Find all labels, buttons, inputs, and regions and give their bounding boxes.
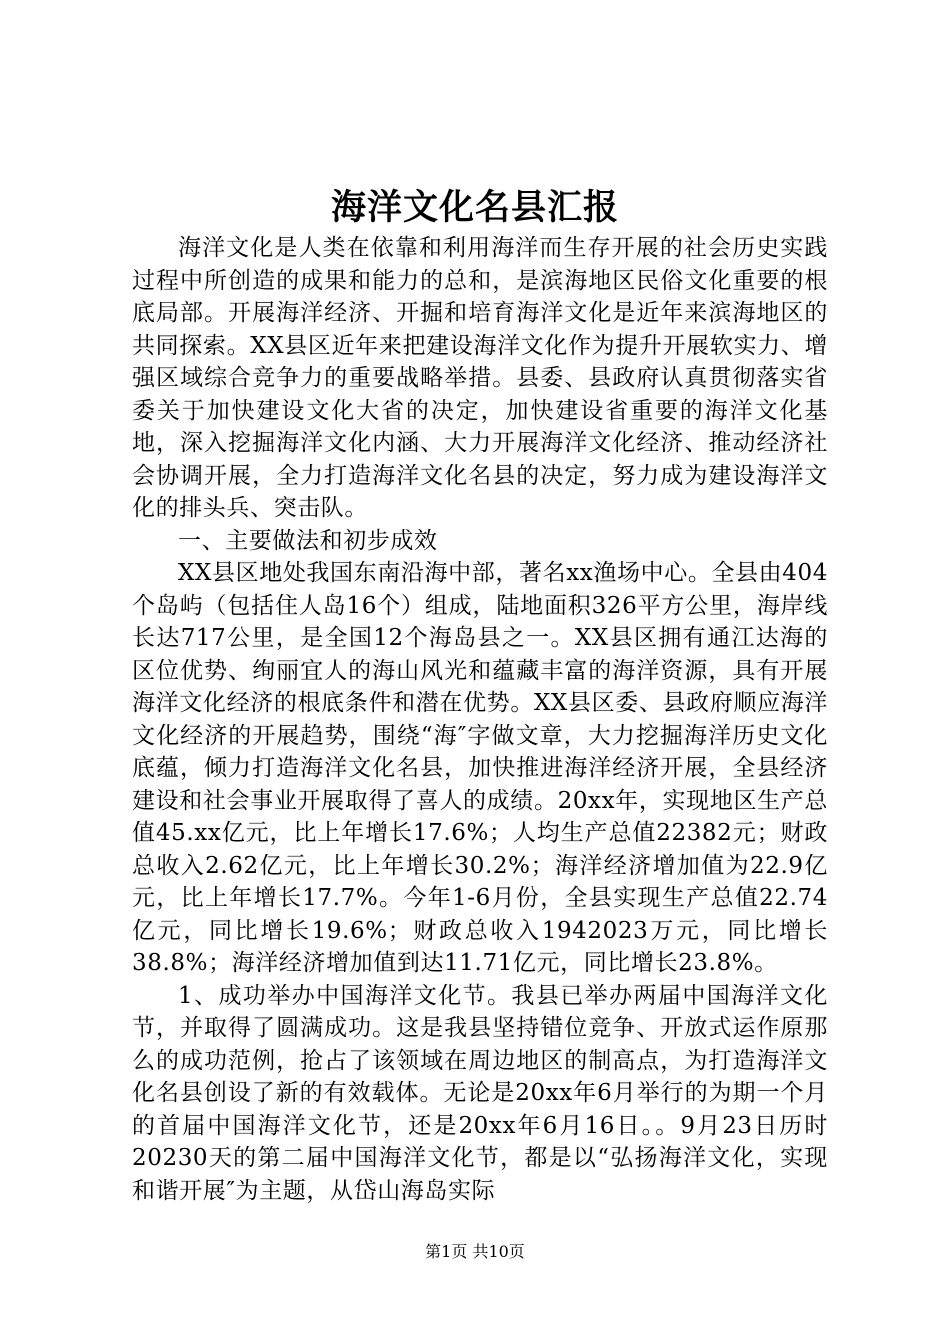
page-number-footer: 第1页 共10页: [425, 1242, 525, 1261]
intro-paragraph: 海洋文化是人类在依靠和利用海洋而生存开展的社会历史实践过程中所创造的成果和能力的总和，是滨海地区民俗文化重要的根底局部。开展海洋经济、开掘和培育海洋文化是近年来滨海地区的共同探索。XX县区近年来把建设海洋文化作为提升开展软实力、增强区域综合竞争力的重要战略举措。县委、县政府认真贯彻落实省委关于加快建设文化大省的决定，加快建设省重要的海洋文化基地，深入挖掘海洋文化内涵、大力开展海洋文化经济、推动经济社会协调开展，全力打造海洋文化名县的决定，努力成为建设海洋文化的排头兵、突击队。: [132, 235, 828, 521]
festival-paragraph: 1、成功举办中国海洋文化节。我县已举办两届中国海洋文化节，并取得了圆满成功。这是我县坚持错位竞争、开放式运作原那么的成功范例，抢占了该领域在周边地区的制高点，为打造海洋文化名县创设了新的有效载体。无论是20xx年6月举行的为期一个月的首届中国海洋文化节，还是20xx年6月16日。。9月23日历时20230天的第二届中国海洋文化节，都是以“弘扬海洋文化，实现和谐开展″为主题，从岱山海岛实际: [132, 982, 828, 1204]
overview-paragraph: XX县区地处我国东南沿海中部，著名xx渔场中心。全县由404个岛屿（包括住人岛16个）组成，陆地面积326平方公里，海岸线长达717公里，是全国12个海岛县之一。XX县区拥有通江达海的区位优势、绚丽宜人的海山风光和蕴藏丰富的海洋资源，具有开展海洋文化经济的根底条件和潜在优势。XX县区委、县政府顺应海洋文化经济的开展趋势，围绕“海″字做文章，大力挖掘海洋历史文化底蕴，倾力打造海洋文化名县，加快推进海洋经济开展，全县经济建设和社会事业开展取得了喜人的成绩。20xx年，实现地区生产总值45.xx亿元，比上年增长17.6%；人均生产总值22382元；财政总收入2.62亿元，比上年增长30.2%；海洋经济增加值为22.9亿元，比上年增长17.7%。今年1-6月份，全县实现生产总值22.74亿元，同比增长19.6%；财政总收入1942023万元，同比增长38.8%；海洋经济增加值到达11.71亿元，同比增长23.8%。: [132, 560, 828, 976]
document-body: [132, 232, 828, 1207]
document-title: 海洋文化名县汇报: [330, 187, 619, 228]
section-heading: 一、主要做法和初步成效: [178, 527, 438, 554]
